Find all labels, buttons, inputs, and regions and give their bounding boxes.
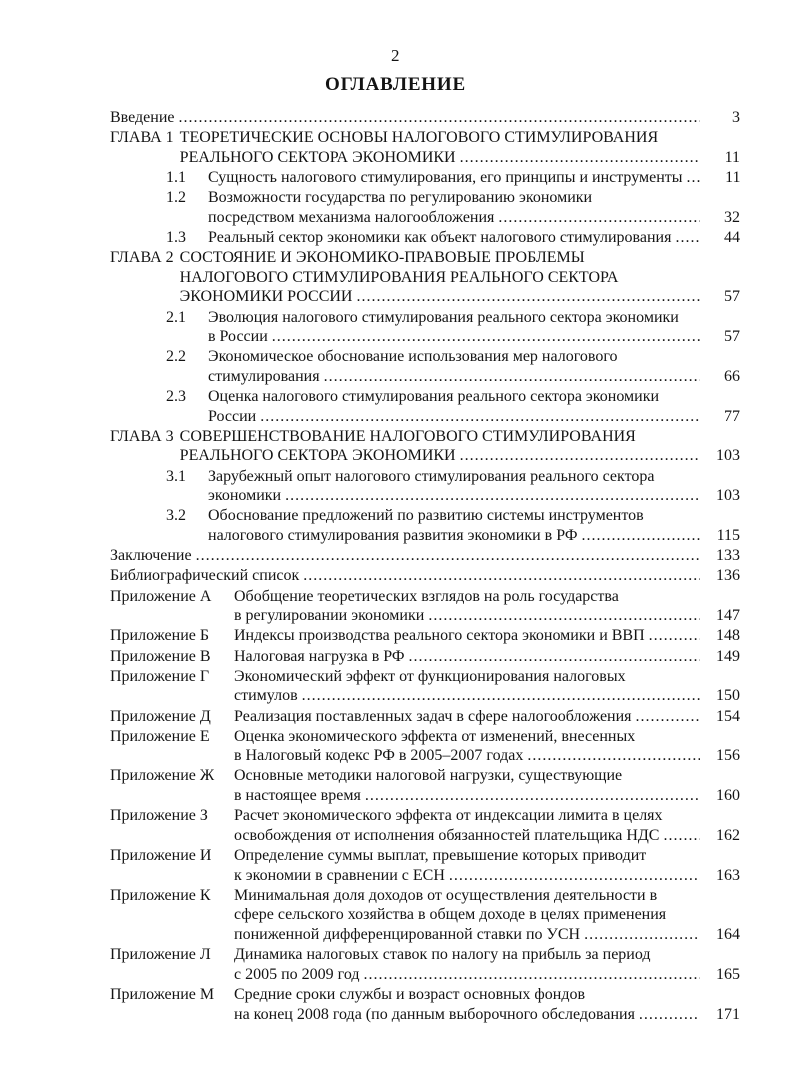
toc-entry-title: Сущность налогового стимулирования, его принципы и инструменты: [208, 168, 683, 186]
toc-entry-appendix-l[interactable]: [110, 945, 740, 984]
toc-page-number: 136: [716, 567, 740, 585]
appendix-label: Приложение И: [110, 847, 212, 865]
toc-entry-title: Библиографический список: [110, 567, 300, 585]
toc-title: ОГЛАВЛЕНИЕ: [325, 74, 466, 95]
dot-leader: [582, 526, 701, 545]
appendix-label: Приложение Ж: [110, 767, 215, 785]
appendix-label: Приложение Г: [110, 667, 210, 685]
toc-entry-title: с 2005 по 2009 год: [234, 965, 360, 983]
toc-entry-title: освобождения от исполнения обязанностей плательщика НДС: [234, 826, 660, 844]
toc-entry-chapter-3[interactable]: [110, 427, 740, 466]
dot-leader: [663, 826, 700, 845]
toc-entry-title: Определение суммы выплат, превышение которых приводит: [234, 847, 647, 865]
appendix-label: Приложение Б: [110, 627, 210, 645]
toc-entry-title: РЕАЛЬНОГО СЕКТОРА ЭКОНОМИКИ: [179, 447, 456, 465]
section-number: 2.1: [166, 308, 186, 326]
toc-entry-section-3-2[interactable]: [110, 506, 740, 545]
toc-page-number: 103: [716, 447, 740, 465]
section-number: 1.2: [166, 189, 186, 207]
toc-entry-title: Динамика налоговых ставок по налогу на прибыль за период: [234, 946, 651, 964]
chapter-label: ГЛАВА 2: [110, 249, 174, 267]
section-number: 1.1: [166, 168, 186, 186]
toc-entry-section-1-3[interactable]: [110, 228, 740, 248]
toc-page-number: 44: [724, 228, 740, 246]
appendix-label: Приложение В: [110, 647, 211, 665]
toc-page-number: 11: [725, 168, 741, 186]
toc-page-number: 160: [716, 787, 740, 805]
dot-leader: [260, 407, 700, 426]
toc-page-number: 103: [716, 487, 740, 505]
dot-leader: [428, 606, 700, 625]
toc-entry-title: Средние сроки службы и возраст основных фондов: [234, 985, 586, 1003]
dot-leader: [272, 327, 700, 346]
toc-entry-appendix-e[interactable]: [110, 727, 740, 766]
chapter-label: ГЛАВА 3: [110, 427, 174, 445]
dot-leader: [498, 208, 700, 227]
toc-entry-appendix-k[interactable]: [110, 886, 740, 945]
dot-leader: [303, 566, 700, 585]
toc-page-number: 133: [716, 547, 740, 565]
dot-leader: [675, 228, 700, 247]
toc-page-number: 148: [716, 627, 740, 645]
toc-entry-bibliography[interactable]: [110, 566, 740, 586]
toc-page-number: 77: [724, 407, 740, 425]
dot-leader: [636, 707, 700, 726]
toc-entry-section-2-3[interactable]: [110, 387, 740, 426]
section-number: 3.1: [166, 467, 186, 485]
toc-entry-appendix-m[interactable]: [110, 985, 740, 1024]
toc-page-number: 66: [724, 367, 740, 385]
appendix-label: Приложение Д: [110, 707, 211, 725]
toc-entry-title: Заключение: [110, 547, 192, 565]
toc-entry-title: пониженной дифференцированной ставки по УСН: [234, 926, 581, 943]
dot-leader: [324, 367, 700, 386]
toc-page-number: 171: [716, 1005, 740, 1023]
chapter-label: ГЛАВА 1: [110, 129, 174, 147]
toc-entry-title: ЭКОНОМИКИ РОССИИ: [179, 288, 353, 306]
toc-entry-title: сфере сельского хозяйства в общем доходе в целях применения: [234, 906, 667, 924]
section-number: 2.3: [166, 388, 186, 406]
toc-entry-section-3-1[interactable]: [110, 467, 740, 506]
appendix-label: Приложение М: [110, 985, 215, 1003]
toc-entry-appendix-b[interactable]: [110, 626, 740, 646]
toc-page-number: 57: [724, 328, 740, 346]
toc-entry-appendix-d[interactable]: [110, 707, 740, 727]
dot-leader: [365, 786, 700, 805]
toc-page-number: 154: [716, 707, 740, 725]
dot-leader: [687, 168, 701, 187]
toc-entry-title: Зарубежный опыт налогового стимулирования реального сектора: [208, 467, 655, 485]
toc-entry-title: России: [208, 407, 257, 425]
toc-entry-title: в Налоговый кодекс РФ в 2005–2007 годах: [234, 747, 524, 765]
dot-leader: [460, 148, 700, 167]
toc-entry-title: Экономическое обоснование использования мер налогового: [208, 348, 618, 366]
toc-entry-title: Основные методики налоговой нагрузки, существующие: [234, 767, 623, 785]
toc-entry-title: Налоговая нагрузка в РФ: [234, 647, 405, 665]
toc-page-number: 57: [724, 288, 740, 306]
section-number: 3.2: [166, 507, 186, 525]
toc-page-number: 164: [716, 926, 740, 943]
appendix-label: Приложение З: [110, 807, 208, 825]
toc-entry-title: в настоящее время: [234, 787, 361, 805]
toc-entry-title: Оценка экономического эффекта от изменений, внесенных: [234, 727, 636, 745]
toc-entry-title: посредством механизма налогообложения: [208, 208, 495, 226]
toc-page-number: 150: [716, 687, 740, 705]
toc-entry-title: стимулирования: [208, 367, 320, 385]
toc-entry-title: Возможности государства по регулированию экономики: [208, 189, 593, 207]
toc-page-number: 115: [716, 527, 740, 544]
toc-entry-title: СОСТОЯНИЕ И ЭКОНОМИКО-ПРАВОВЫЕ ПРОБЛЕМЫ: [179, 249, 585, 267]
toc-entry-title: ТЕОРЕТИЧЕСКИЕ ОСНОВЫ НАЛОГОВОГО СТИМУЛИРОВАНИЯ: [179, 129, 659, 147]
toc-entry-chapter-2[interactable]: [110, 248, 740, 307]
toc-page-number: 156: [716, 747, 740, 765]
table-of-contents: [110, 108, 740, 1025]
dot-leader: [460, 446, 700, 465]
toc-entry-title: НАЛОГОВОГО СТИМУЛИРОВАНИЯ РЕАЛЬНОГО СЕКТОРА: [179, 268, 619, 286]
toc-entry-appendix-zh[interactable]: [110, 766, 740, 805]
appendix-label: Приложение Е: [110, 727, 210, 745]
toc-entry-title: Введение: [110, 109, 175, 126]
toc-page-number: 149: [716, 647, 740, 665]
toc-entry-title: Реализация поставленных задач в сфере налогообложения: [234, 707, 632, 725]
toc-page-number: 3: [732, 109, 740, 126]
toc-entry-title: экономики: [208, 487, 282, 505]
toc-page-number: 163: [716, 866, 740, 884]
toc-entry-appendix-i[interactable]: [110, 846, 740, 885]
dot-leader: [364, 965, 700, 984]
toc-entry-title: Реальный сектор экономики как объект налогового стимулирования: [208, 228, 672, 246]
toc-entry-introduction[interactable]: [110, 108, 740, 128]
toc-entry-title: Расчет экономического эффекта от индексации лимита в целях: [234, 807, 663, 825]
toc-entry-title: на конец 2008 года (по данным выборочного обследования: [234, 1005, 635, 1023]
toc-entry-title: Индексы производства реального сектора экономики и ВВП: [234, 627, 645, 645]
toc-entry-title: налогового стимулирования развития экономики в РФ: [208, 527, 578, 544]
dot-leader: [527, 746, 700, 765]
dot-leader: [639, 1005, 700, 1024]
toc-entry-title: РЕАЛЬНОГО СЕКТОРА ЭКОНОМИКИ: [179, 148, 456, 166]
toc-entry-section-1-2[interactable]: [110, 188, 740, 227]
dot-leader: [409, 647, 700, 666]
appendix-label: Приложение А: [110, 587, 212, 605]
toc-entry-title: Обобщение теоретических взглядов на роль государства: [234, 587, 619, 605]
dot-leader: [649, 626, 700, 645]
toc-entry-section-2-1[interactable]: [110, 308, 740, 347]
toc-entry-section-1-1[interactable]: [110, 168, 740, 188]
toc-entry-title: в России: [208, 328, 268, 346]
dot-leader: [302, 686, 700, 705]
dot-leader: [356, 287, 700, 306]
dot-leader: [449, 866, 700, 885]
toc-entry-appendix-a[interactable]: [110, 587, 740, 626]
dot-leader: [584, 925, 700, 944]
toc-entry-title: Обоснование предложений по развитию системы инструментов: [208, 507, 644, 525]
toc-entry-appendix-v[interactable]: [110, 647, 740, 667]
section-number: 2.2: [166, 348, 186, 366]
toc-page-number: 165: [716, 965, 740, 983]
toc-entry-conclusion[interactable]: [110, 546, 740, 566]
section-number: 1.3: [166, 228, 186, 246]
toc-page-number: 147: [716, 607, 740, 625]
toc-entry-title: в регулировании экономики: [234, 607, 425, 625]
toc-entry-title: стимулов: [234, 687, 298, 705]
toc-entry-title: Экономический эффект от функционирования налоговых: [234, 667, 626, 685]
toc-entry-chapter-1[interactable]: [110, 128, 740, 167]
dot-leader: [196, 546, 700, 565]
toc-entry-title: Эволюция налогового стимулирования реального сектора экономики: [208, 308, 679, 326]
toc-page-number: 162: [716, 826, 740, 844]
toc-entry-title: Оценка налогового стимулирования реального сектора экономики: [208, 388, 660, 406]
toc-page-number: 32: [724, 208, 740, 226]
toc-entry-title: к экономии в сравнении с ЕСН: [234, 866, 445, 884]
appendix-label: Приложение Л: [110, 946, 211, 964]
page-number: 2: [391, 46, 400, 65]
toc-entry-appendix-z[interactable]: [110, 806, 740, 845]
toc-entry-title: СОВЕРШЕНСТВОВАНИЕ НАЛОГОВОГО СТИМУЛИРОВАНИЯ: [179, 427, 636, 445]
dot-leader: [179, 108, 701, 127]
toc-entry-section-2-2[interactable]: [110, 347, 740, 386]
appendix-label: Приложение К: [110, 886, 211, 904]
dot-leader: [285, 486, 700, 505]
toc-entry-title: Минимальная доля доходов от осуществления деятельности в: [234, 886, 658, 904]
toc-page-number: 11: [724, 148, 740, 166]
toc-entry-appendix-g[interactable]: [110, 667, 740, 706]
